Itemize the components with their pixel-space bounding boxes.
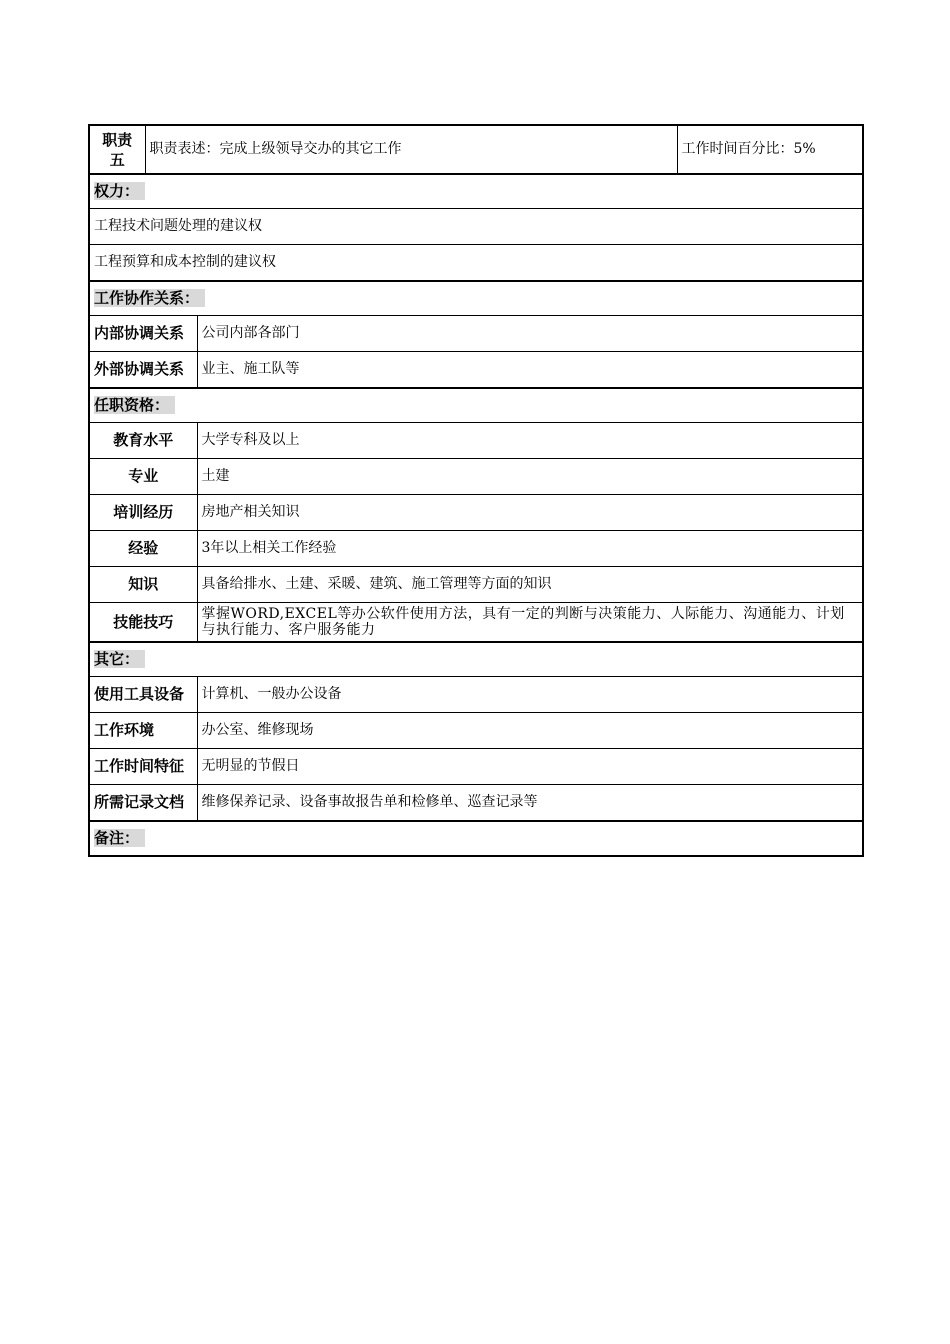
duty-row xyxy=(89,125,863,174)
other-row xyxy=(89,677,863,713)
cooperation-row xyxy=(89,316,863,352)
qualification-label: 技能技巧 xyxy=(89,603,197,643)
cooperation-row xyxy=(89,352,863,389)
other-label: 工作环境 xyxy=(89,713,197,749)
other-row xyxy=(89,749,863,785)
other-value: 无明显的节假日 xyxy=(197,749,863,785)
cooperation-label: 外部协调关系 xyxy=(89,352,197,389)
qualification-value: 房地产相关知识 xyxy=(197,495,863,531)
other-section-header xyxy=(89,642,863,677)
qualification-row xyxy=(89,495,863,531)
cooperation-heading: 工作协作关系： xyxy=(94,289,205,307)
qualification-label: 培训经历 xyxy=(89,495,197,531)
authority-section-header xyxy=(89,174,863,209)
other-row xyxy=(89,713,863,749)
duty-label-line1: 职责 xyxy=(102,130,133,149)
qualification-value: 大学专科及以上 xyxy=(197,423,863,459)
authority-item xyxy=(89,245,863,282)
qualification-value: 3年以上相关工作经验 xyxy=(197,531,863,567)
qualification-row xyxy=(89,423,863,459)
cooperation-label: 内部协调关系 xyxy=(89,316,197,352)
qualification-row xyxy=(89,603,863,643)
qualification-row xyxy=(89,531,863,567)
qualification-value: 具备给排水、土建、采暖、建筑、施工管理等方面的知识 xyxy=(197,567,863,603)
qualification-label: 经验 xyxy=(89,531,197,567)
qualification-value: 土建 xyxy=(197,459,863,495)
qualification-row xyxy=(89,567,863,603)
qualifications-heading: 任职资格： xyxy=(94,396,175,414)
qualifications-section-header xyxy=(89,388,863,423)
cooperation-value: 公司内部各部门 xyxy=(197,316,863,352)
authority-item-text: 工程技术问题处理的建议权 xyxy=(89,209,863,245)
qualification-value: 掌握WORD,EXCEL等办公软件使用方法，具有一定的判断与决策能力、人际能力、沟通能力、计划与执行能力、客户服务能力 xyxy=(197,603,863,643)
authority-heading: 权力： xyxy=(94,182,145,200)
qualification-row xyxy=(89,459,863,495)
other-label: 工作时间特征 xyxy=(89,749,197,785)
remarks-section-header xyxy=(89,821,863,856)
qualification-label: 专业 xyxy=(89,459,197,495)
remarks-heading: 备注： xyxy=(94,829,145,847)
other-value: 计算机、一般办公设备 xyxy=(197,677,863,713)
other-label: 使用工具设备 xyxy=(89,677,197,713)
job-description-table xyxy=(88,124,864,857)
duty-label-line2: 五 xyxy=(109,150,125,169)
duty-description: 职责表述：完成上级领导交办的其它工作 xyxy=(145,125,677,174)
other-heading: 其它： xyxy=(94,650,145,668)
cooperation-value: 业主、施工队等 xyxy=(197,352,863,389)
authority-item-text: 工程预算和成本控制的建议权 xyxy=(89,245,863,282)
cooperation-section-header xyxy=(89,281,863,316)
other-value: 办公室、维修现场 xyxy=(197,713,863,749)
qualification-label: 教育水平 xyxy=(89,423,197,459)
other-value: 维修保养记录、设备事故报告单和检修单、巡查记录等 xyxy=(197,785,863,822)
other-label: 所需记录文档 xyxy=(89,785,197,822)
authority-item xyxy=(89,209,863,245)
other-row xyxy=(89,785,863,822)
duty-time-share: 工作时间百分比：5% xyxy=(677,125,863,174)
job-description-form xyxy=(88,124,862,857)
duty-number-cell xyxy=(89,125,145,174)
qualification-label: 知识 xyxy=(89,567,197,603)
